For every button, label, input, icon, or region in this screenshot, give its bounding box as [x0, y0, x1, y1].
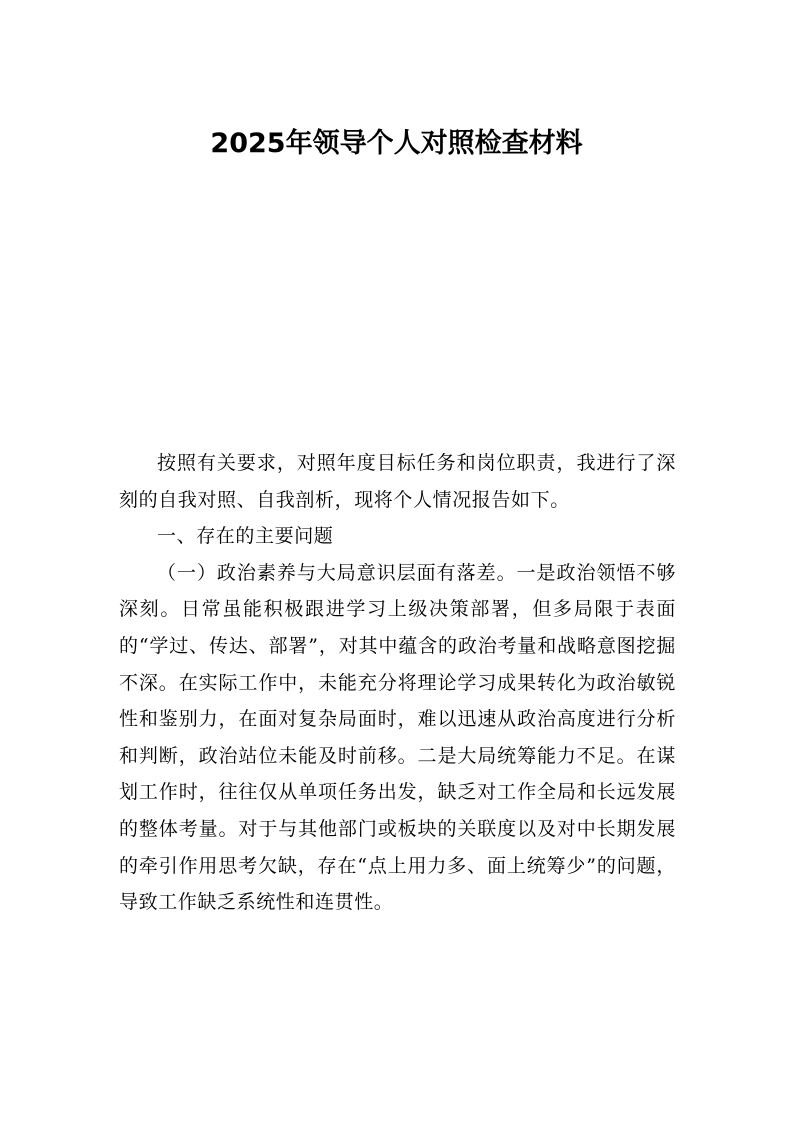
document-title: 2025年领导个人对照检查材料 [210, 128, 583, 159]
document-body [119, 445, 676, 921]
body-paragraph: （一）政治素养与大局意识层面有落差。一是政治领悟不够深刻。日常虽能积极跟进学习上级决策部署，但多局限于表面的“学过、传达、部署”，对其中蕴含的政治考量和战略意图挖掘不深。在实际工作中，未能充分将理论学习成果转化为政治敏锐性和鉴别力，在面对复杂局面时，难以迅速从政治高度进行分析和判断，政治站位未能及时前移。二是大局统筹能力不足。在谋划工作时，往往仅从单项任务出发，缺乏对工作全局和长远发展的整体考量。对于与其他部门或板块的关联度以及对中长期发展的牵引作用思考欠缺，存在“点上用力多、面上统筹少”的问题，导致工作缺乏系统性和连贯性。 [119, 561, 676, 914]
intro-paragraph: 按照有关要求，对照年度目标任务和岗位职责，我进行了深刻的自我对照、自我剖析，现将个人情况报告如下。 [119, 452, 676, 511]
section-heading: 一、存在的主要问题 [157, 525, 334, 548]
